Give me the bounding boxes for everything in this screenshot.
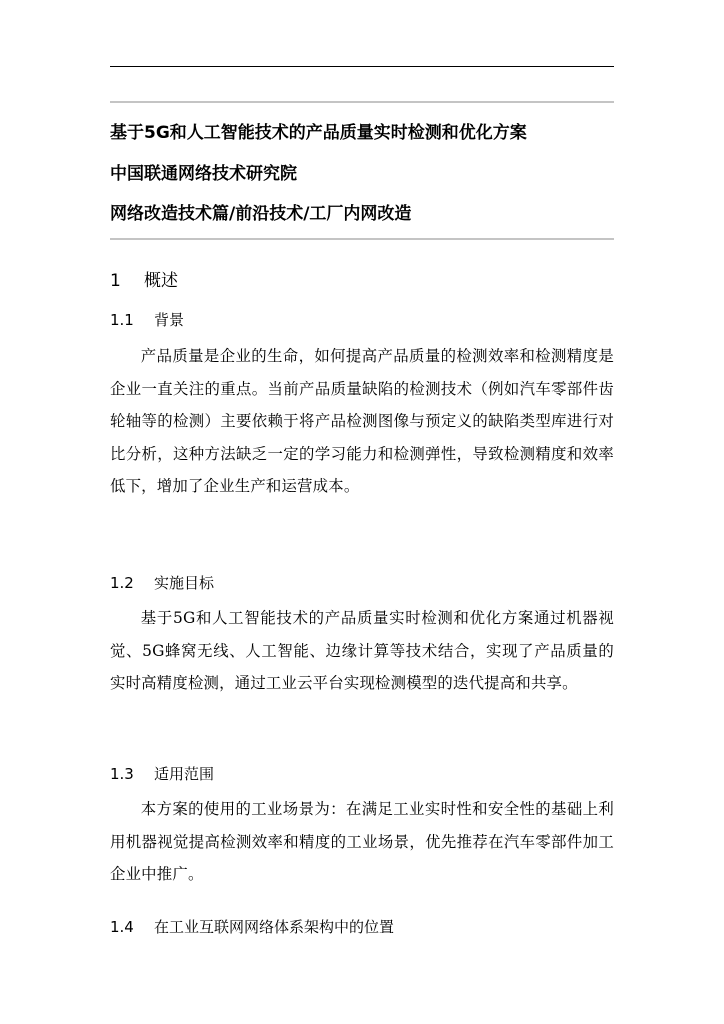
header-rule [110,66,614,67]
subsection-heading-1-3 [110,764,214,784]
subsection-number: 1.1 [110,311,134,329]
subsection-number: 1.3 [110,765,134,783]
subsection-heading-1-4 [110,917,394,937]
document-category: 网络改造技术篇/前沿技术/工厂内网改造 [110,204,412,224]
document-title: 基于5G和人工智能技术的产品质量实时检测和优化方案 [110,123,527,143]
section-number: 1 [110,271,121,291]
organization-name: 中国联通网络技术研究院 [110,164,297,184]
background-paragraph: 产品质量是企业的生命，如何提高产品质量的检测效率和检测精度是企业一直关注的重点。当前产品质量缺陷的检测技术（例如汽车零部件齿轮轴等的检测）主要依赖于将产品检测图像与预定义的缺陷类型库进行对比分析，这种方法缺乏一定的学习能力和检测弹性，导致检测精度和效率低下，增加了企业生产和运营成本。 [110,347,614,495]
title-bottom-divider [110,238,614,240]
section-heading-1 [110,270,178,292]
objectives-paragraph: 基于5G和人工智能技术的产品质量实时检测和优化方案通过机器视觉、5G蜂窝无线、人工智能、边缘计算等技术结合，实现了产品质量的实时高精度检测，通过工业云平台实现检测模型的迭代提高和共享。 [110,609,614,692]
title-top-divider [110,101,614,103]
subsection-title: 在工业互联网网络体系架构中的位置 [154,918,395,936]
subsection-heading-1-1 [110,310,184,330]
subsection-title: 适用范围 [154,765,215,783]
scope-paragraph: 本方案的使用的工业场景为：在满足工业实时性和安全性的基础上利用机器视觉提高检测效率和精度的工业场景，优先推荐在汽车零部件加工企业中推广。 [110,800,614,883]
subsection-number: 1.4 [110,918,134,936]
subsection-title: 背景 [154,311,185,329]
subsection-title: 实施目标 [154,574,215,592]
section-title: 概述 [144,271,178,291]
subsection-number: 1.2 [110,574,134,592]
subsection-heading-1-2 [110,573,214,593]
